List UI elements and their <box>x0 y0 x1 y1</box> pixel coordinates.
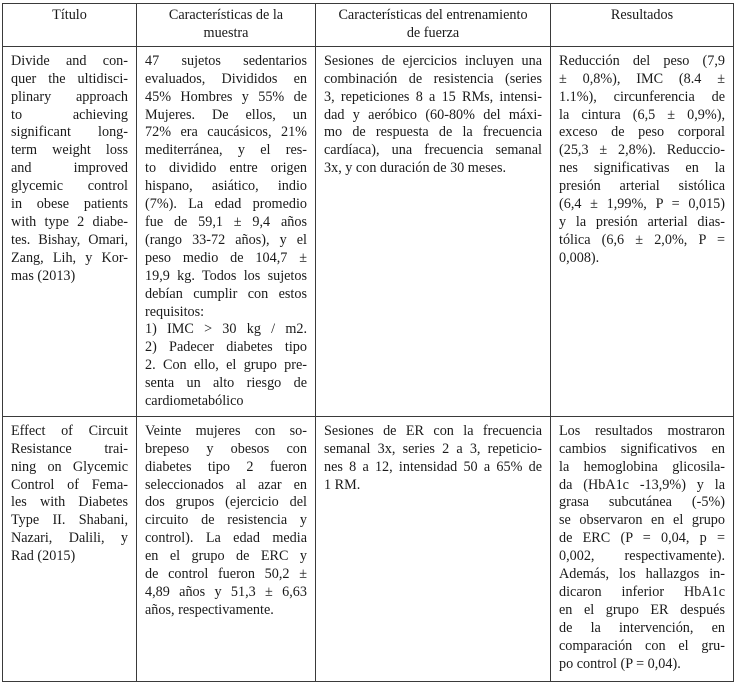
text-line: control). La edad media <box>145 530 307 547</box>
text-line: la hemoglobina glicosila- <box>559 458 725 475</box>
text-line: Zang, Lih, y Kor- <box>11 249 128 266</box>
text-line: 1) IMC > 30 kg / m2. <box>145 321 307 338</box>
text-line: (7%). La edad promedio <box>145 196 307 213</box>
text-line: to dividido entre origen <box>145 160 307 177</box>
text-line: mediterránea, y el res- <box>145 142 307 159</box>
text-line: exceso de peso corporal <box>559 124 725 141</box>
text-line: evaluados, Divididos en <box>145 70 307 87</box>
text-line: presión arterial sistólica <box>559 178 725 195</box>
text-line: Resistance trai- <box>11 440 128 457</box>
text-line: 3x, y con duración de 30 meses. <box>324 160 507 177</box>
text-line: les with Diabetes <box>11 494 128 511</box>
text-line: (6,4 ± 1,99%, P = 0,015) <box>559 196 725 213</box>
text-line: ± 0,8%), IMC (8.4 ± <box>559 70 725 87</box>
text-line: nes significativas en la <box>559 160 725 177</box>
text-line: ning on Glycemic <box>11 458 128 475</box>
text-line: cardiometabólico <box>145 393 244 410</box>
text-line: Sesiones de ejercicios incluyen una <box>324 52 542 69</box>
text-line: de control fueron 50,2 ± <box>145 566 307 583</box>
text-line: Veinte mujeres con so- <box>145 422 307 439</box>
results-cell <box>551 46 734 416</box>
text-line: años, respectivamente. <box>145 601 274 618</box>
text-line: debían cumplir con estos <box>145 285 307 302</box>
text-line: brepeso y obesos con <box>145 440 307 457</box>
training-cell <box>316 46 551 416</box>
text-line: la cintura (6,5 ± 0,9%), <box>559 106 725 123</box>
text-line: plinary approach <box>11 88 128 105</box>
text-line: 45% Hombres y 55% de <box>145 88 307 105</box>
research-summary-table <box>2 3 734 682</box>
header-sample: Características de la muestra <box>137 4 316 47</box>
text-line: Type II. Shabani, <box>11 512 128 529</box>
text-line: 72% era caucásicos, 21% <box>145 124 307 141</box>
text-line: circuito de resistencia y <box>145 512 307 529</box>
text-line: diabetes tipo 2 fueron <box>145 458 307 475</box>
study-title-cell <box>3 46 137 416</box>
text-line: fue de 59,1 ± 9,4 años <box>145 213 307 230</box>
text-line: 47 sujetos sedentarios <box>145 52 307 69</box>
text-line: in obese patients <box>11 196 128 213</box>
text-line: significant long- <box>11 124 128 141</box>
text-line: 1 RM. <box>324 476 361 493</box>
text-line: y la presión arterial dias- <box>559 213 725 230</box>
text-line: Además, los hallazgos in- <box>559 566 725 583</box>
header-results: Resultados <box>551 4 734 47</box>
text-line: peso medio de 104,7 ± <box>145 249 307 266</box>
study-title-cell <box>3 416 137 681</box>
text-line: seleccionados al azar en <box>145 476 307 493</box>
text-line: en el grupo ER después <box>559 601 725 618</box>
text-line: mo de respuesta de la frecuencia <box>324 124 542 141</box>
text-line: quer the ultidisci- <box>11 70 128 87</box>
text-line: glycemic control <box>11 178 128 195</box>
text-line: with type 2 diabe- <box>11 213 128 230</box>
text-line: 2) Padecer diabetes tipo <box>145 339 307 356</box>
text-line: (rango 33-72 años), y el <box>145 231 307 248</box>
sample-cell <box>137 46 316 416</box>
sample-cell <box>137 416 316 681</box>
text-line: requisitos: <box>145 303 205 320</box>
text-line: en el grupo de ERC y <box>145 548 307 565</box>
text-line: mas (2013) <box>11 267 76 284</box>
text-line: term weight loss <box>11 142 128 159</box>
text-line: Los resultados mostraron <box>559 422 725 439</box>
text-line: semanal 3x, series 2 a 3, repeticio- <box>324 440 542 457</box>
text-line: de la intervención, en <box>559 619 725 636</box>
text-line: 0,002, respectivamente). <box>559 548 725 565</box>
text-line: 4,89 años y 51,3 ± 6,63 <box>145 583 307 600</box>
text-line: 2. Con ello, el grupo pre- <box>145 357 307 374</box>
header-training: Características del entrenamiento de fuerza <box>316 4 551 47</box>
text-line: and improved <box>11 160 128 177</box>
header-row <box>3 4 734 47</box>
text-line: cardíaca), una frecuencia semanal <box>324 142 542 159</box>
text-line: dicaron inferior HbA1c <box>559 583 725 600</box>
text-line: dad y aeróbico (60-80% del máxi- <box>324 106 542 123</box>
text-line: 19,9 kg. Todos los sujetos <box>145 267 307 284</box>
text-line: Mujeres. De ellos, un <box>145 106 307 123</box>
text-line: tes. Bishay, Omari, <box>11 231 128 248</box>
results-cell <box>551 416 734 681</box>
text-line: 3, repeticiones 8 a 15 RMs, intensi- <box>324 88 542 105</box>
text-line: Sesiones de ER con la frecuencia <box>324 422 542 439</box>
text-line: combinación de resistencia (series <box>324 70 542 87</box>
text-line: Rad (2015) <box>11 548 76 565</box>
text-line: comparación con el gru- <box>559 637 725 654</box>
table-row <box>3 416 734 681</box>
text-line: cambios significativos en <box>559 440 725 457</box>
text-line: grasa subcutánea (-5%) <box>559 494 725 511</box>
text-line: Control of Fema- <box>11 476 128 493</box>
text-line: Effect of Circuit <box>11 422 128 439</box>
training-cell <box>316 416 551 681</box>
text-line: po control (P = 0,04). <box>559 655 681 672</box>
text-line: hispano, asiático, indio <box>145 178 307 195</box>
text-line: Nazari, Dalili, y <box>11 530 128 547</box>
text-line: (25,3 ± 2,8%). Reduccio- <box>559 142 725 159</box>
table-row <box>3 46 734 416</box>
text-line: 0,008). <box>559 249 600 266</box>
text-line: tólica (6,6 ± 2,0%, P = <box>559 231 725 248</box>
text-line: Divide and con- <box>11 52 128 69</box>
text-line: de ERC (P = 0,04, p = <box>559 530 725 547</box>
text-line: se observaron en el grupo <box>559 512 725 529</box>
text-line: senta un alto riesgo de <box>145 375 307 392</box>
text-line: to achieving <box>11 106 128 123</box>
text-line: da (HbA1c -13,9%) y la <box>559 476 725 493</box>
text-line: 1.1%), circunferencia de <box>559 88 725 105</box>
text-line: nes 8 a 12, intensidad 50 a 65% de <box>324 458 542 475</box>
header-title: Título <box>3 4 137 47</box>
text-line: dos grupos (ejercicio del <box>145 494 307 511</box>
text-line: Reducción del peso (7,9 <box>559 52 725 69</box>
